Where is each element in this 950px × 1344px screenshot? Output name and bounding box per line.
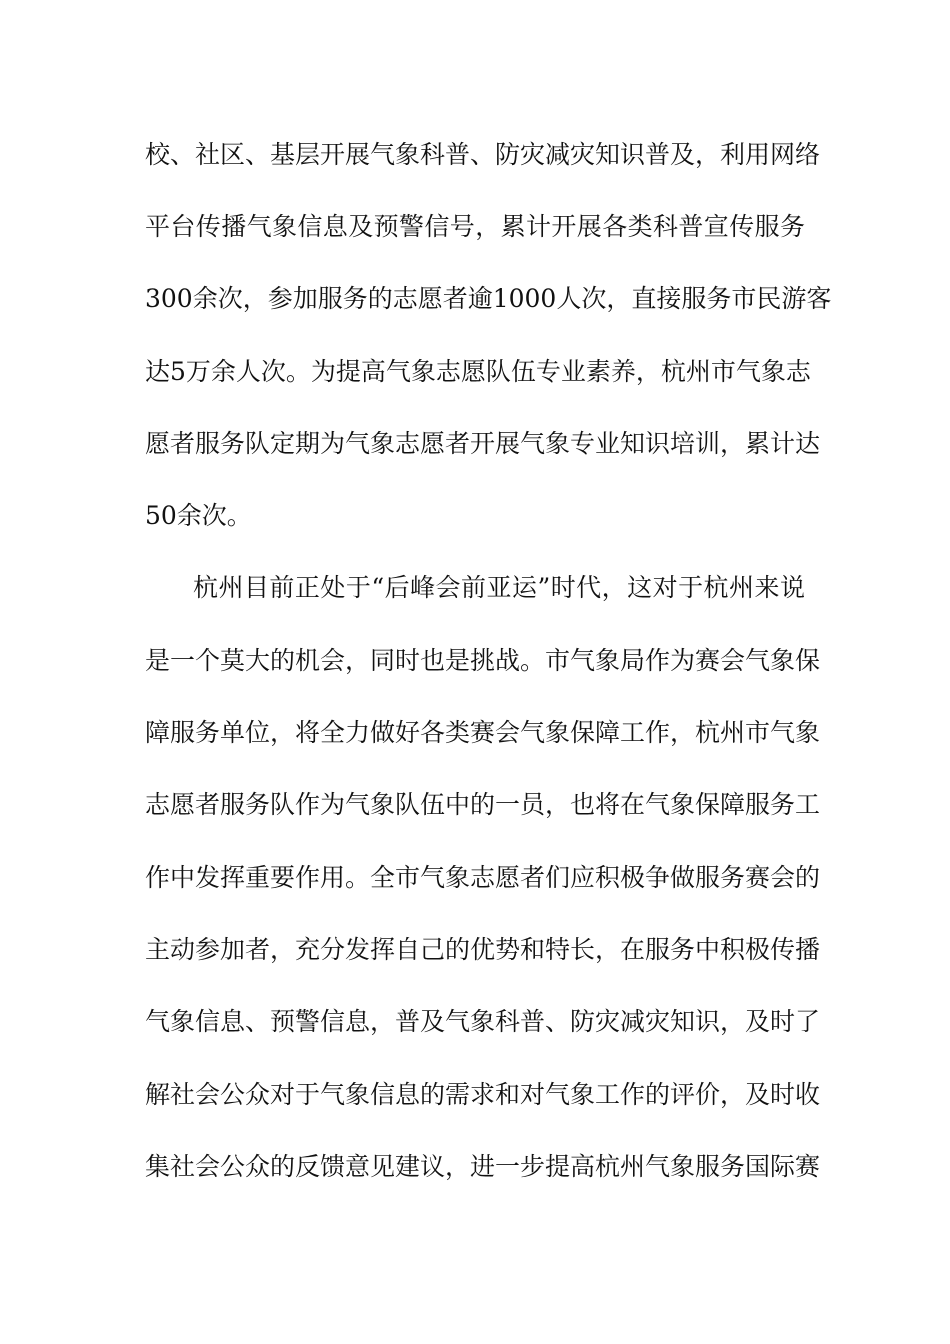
text-line: 作中发挥重要作用。全市气象志愿者们应积极争做服务赛会的 xyxy=(145,863,821,892)
text-line: 主动参加者，充分发挥自己的优势和特长，在服务中积极传播 xyxy=(145,935,821,964)
text-line: 50余次。 xyxy=(145,501,252,530)
text-line: 是一个莫大的机会，同时也是挑战。市气象局作为赛会气象保 xyxy=(145,646,821,675)
text-line: 解社会公众对于气象信息的需求和对气象工作的评价，及时收 xyxy=(145,1080,821,1109)
text-line: 志愿者服务队作为气象队伍中的一员，也将在气象保障服务工 xyxy=(145,790,821,819)
text-line: 集社会公众的反馈意见建议，进一步提高杭州气象服务国际赛 xyxy=(145,1152,821,1181)
paragraph-first-line: 杭州目前正处于“后峰会前亚运”时代，这对于杭州来说 xyxy=(193,573,805,602)
text-line: 平台传播气象信息及预警信号，累计开展各类科普宣传服务 xyxy=(145,212,805,241)
text-line: 气象信息、预警信息，普及气象科普、防灾减灾知识，及时了 xyxy=(145,1007,821,1036)
text-line: 300余次，参加服务的志愿者逾1000人次，直接服务市民游客 xyxy=(145,284,832,313)
text-line: 愿者服务队定期为气象志愿者开展气象专业知识培训，累计达 xyxy=(145,429,821,458)
text-line: 达5万余人次。为提高气象志愿队伍专业素养，杭州市气象志 xyxy=(145,357,811,386)
text-line: 障服务单位，将全力做好各类赛会气象保障工作，杭州市气象 xyxy=(145,718,821,747)
text-line: 校、社区、基层开展气象科普、防灾减灾知识普及，利用网络 xyxy=(145,140,821,169)
